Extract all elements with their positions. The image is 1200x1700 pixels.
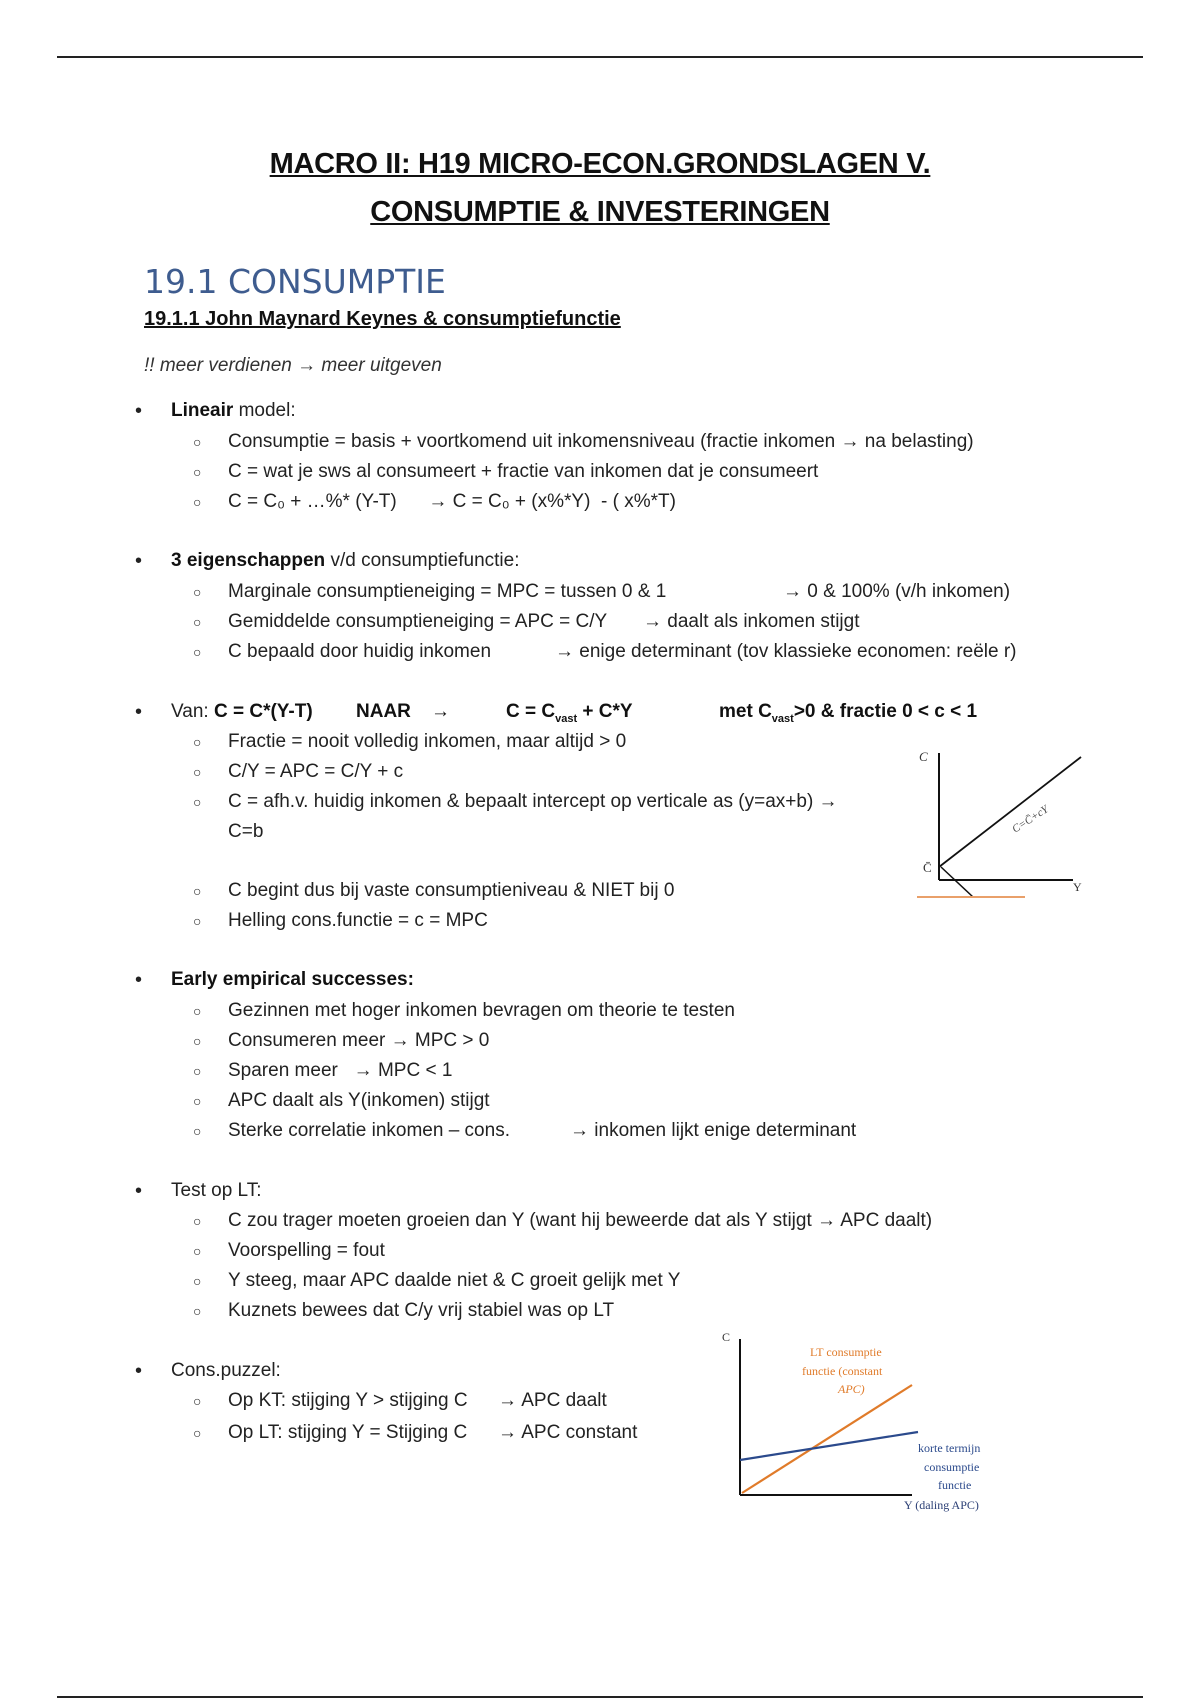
circle-bullet: ○ [193, 794, 202, 810]
y-axis-label: C [919, 749, 928, 764]
naar-label: NAAR [356, 701, 411, 722]
document-title-line-2: CONSUMPTIE & INVESTERINGEN [370, 196, 830, 228]
x-axis-label: Y (daling APC) [904, 1498, 979, 1512]
lt-label: functie (constant [802, 1364, 883, 1378]
bullet-dot: • [135, 1180, 143, 1202]
list-item-text: Op KT: stijging Y > stijging C [228, 1390, 468, 1411]
section-heading: 19.1 CONSUMPTIE [144, 262, 446, 301]
kt-label: functie [938, 1478, 972, 1492]
circle-bullet: ○ [193, 764, 202, 780]
list-item-text: C begint dus bij vaste consumptieniveau & NIET bij 0 [228, 880, 675, 901]
list-item-text: C = afh.v. huidig inkomen & bepaalt intercept op verticale as (y=ax+b) → [228, 791, 838, 812]
list-item-text: Gemiddelde consumptieneiging = APC = C/Y [228, 611, 608, 632]
list-item-note: → 0 & 100% (v/h inkomen) [783, 581, 1011, 602]
bullet-dot: • [135, 400, 143, 422]
bullet-dot: • [135, 1360, 143, 1382]
list-item-text: C = wat je sws al consumeert + fractie van inkomen dat je consumeert [228, 461, 819, 482]
circle-bullet: ○ [193, 584, 202, 600]
consumption-function-diagram [915, 745, 1095, 900]
list-item-note: → daalt als inkomen stijgt [643, 611, 860, 632]
list-item-text: Y steeg, maar APC daalde niet & C groeit gelijk met Y [228, 1270, 681, 1291]
bullet-dot: • [135, 701, 143, 723]
list-item-text: C bepaald door huidig inkomen [228, 641, 492, 662]
consumption-puzzle-diagram [720, 1325, 1020, 1515]
document-title-line-1: MACRO II: H19 MICRO-ECON.GRONDSLAGEN V. [269, 148, 931, 180]
formula-condition: met $C_{vast}>0$ & fractie 0 < c < 1 [719, 701, 978, 725]
bottom-rule [57, 1696, 1143, 1698]
list-item-note: → APC daalt [498, 1390, 607, 1411]
list-item-text: Sparen meer → MPC < 1 [228, 1060, 453, 1081]
list-item-text: C = C₀ + …%* (Y-T) → C = C₀ + (x%*Y) - ( x%*T) [228, 491, 676, 512]
list-item-note: → enige determinant (tov klassieke economen: reële r) [555, 641, 1017, 662]
circle-bullet: ○ [193, 1093, 202, 1109]
line-label: C=C̄+cY [1010, 803, 1051, 836]
kt-consumption-line [740, 1432, 918, 1460]
x-axis-label: Y [1073, 880, 1082, 894]
circle-bullet: ○ [193, 1425, 202, 1441]
circle-bullet: ○ [193, 1063, 202, 1079]
list-item-text: Voorspelling = fout [228, 1240, 385, 1261]
intercept-label: C̄ [923, 860, 932, 875]
bullet-text: v/d consumptiefunctie: [325, 550, 520, 571]
y-axis-label: C [722, 1330, 731, 1344]
bullet-bold: 3 eigenschappen [171, 550, 326, 571]
circle-bullet: ○ [193, 1303, 202, 1319]
circle-bullet: ○ [193, 494, 202, 510]
list-item-text: Gezinnen met hoger inkomen bevragen om theorie te testen [228, 1000, 735, 1021]
intro-note: !! meer verdienen → meer uitgeven [144, 355, 442, 376]
list-item-text: C/Y = APC = C/Y + c [228, 761, 404, 782]
subsection-heading: 19.1.1 John Maynard Keynes & consumptiefunctie [144, 308, 621, 330]
kt-label: consumptie [924, 1460, 980, 1474]
list-item-text: Marginale consumptieneiging = MPC = tussen 0 & 1 [228, 581, 667, 602]
lt-label: LT consumptie [810, 1345, 882, 1359]
circle-bullet: ○ [193, 1243, 202, 1259]
list-item-note: → APC constant [498, 1422, 638, 1443]
circle-bullet: ○ [193, 1003, 202, 1019]
list-item-text: Fractie = nooit volledig inkomen, maar altijd > 0 [228, 731, 627, 752]
bullet-dot: • [135, 969, 143, 991]
circle-bullet: ○ [193, 913, 202, 929]
van-prefix: Van: [171, 701, 214, 722]
circle-bullet: ○ [193, 434, 202, 450]
list-item-note: → inkomen lijkt enige determinant [570, 1120, 857, 1141]
list-item-text: Consumeren meer → MPC > 0 [228, 1030, 490, 1051]
list-item-text: Helling cons.functie = c = MPC [228, 910, 488, 931]
list-item-text: Op LT: stijging Y = Stijging C [228, 1422, 468, 1443]
kt-label: korte termijn [918, 1441, 981, 1455]
intercept-pointer [941, 867, 973, 897]
circle-bullet: ○ [193, 1393, 202, 1409]
circle-bullet: ○ [193, 644, 202, 660]
list-item-text: C=b [228, 821, 264, 842]
bullet-bold: Early empirical successes: [171, 969, 414, 990]
list-item-text: C zou trager moeten groeien dan Y (want hij beweerde dat als Y stijgt → APC daalt) [228, 1210, 933, 1231]
bullet-text: Cons.puzzel: [171, 1360, 281, 1381]
circle-bullet: ○ [193, 614, 202, 630]
list-item-text: Sterke correlatie inkomen – cons. [228, 1120, 510, 1141]
circle-bullet: ○ [193, 1123, 202, 1139]
top-rule [57, 56, 1143, 58]
lt-label: APC) [838, 1382, 865, 1396]
list-item-text: Consumptie = basis + voortkomend uit inkomensniveau (fractie inkomen → na belasting) [228, 431, 974, 452]
list-item-text: Kuznets bewees dat C/y vrij stabiel was op LT [228, 1300, 615, 1321]
circle-bullet: ○ [193, 734, 202, 750]
bullet-dot: • [135, 550, 143, 572]
formula-old: C = C*(Y-T) [213, 701, 313, 722]
circle-bullet: ○ [193, 464, 202, 480]
circle-bullet: ○ [193, 1033, 202, 1049]
bullet-bold: Lineair [171, 400, 234, 421]
consumption-line [939, 757, 1081, 867]
circle-bullet: ○ [193, 883, 202, 899]
circle-bullet: ○ [193, 1213, 202, 1229]
bullet-text: model: [233, 400, 296, 421]
arrow-icon: → [431, 701, 450, 722]
list-item-text: APC daalt als Y(inkomen) stijgt [228, 1090, 490, 1111]
circle-bullet: ○ [193, 1273, 202, 1289]
lt-consumption-line [742, 1385, 912, 1493]
formula-new: $C = C_{vast} + C*Y$ [506, 701, 633, 725]
bullet-text: Test op LT: [171, 1180, 262, 1201]
